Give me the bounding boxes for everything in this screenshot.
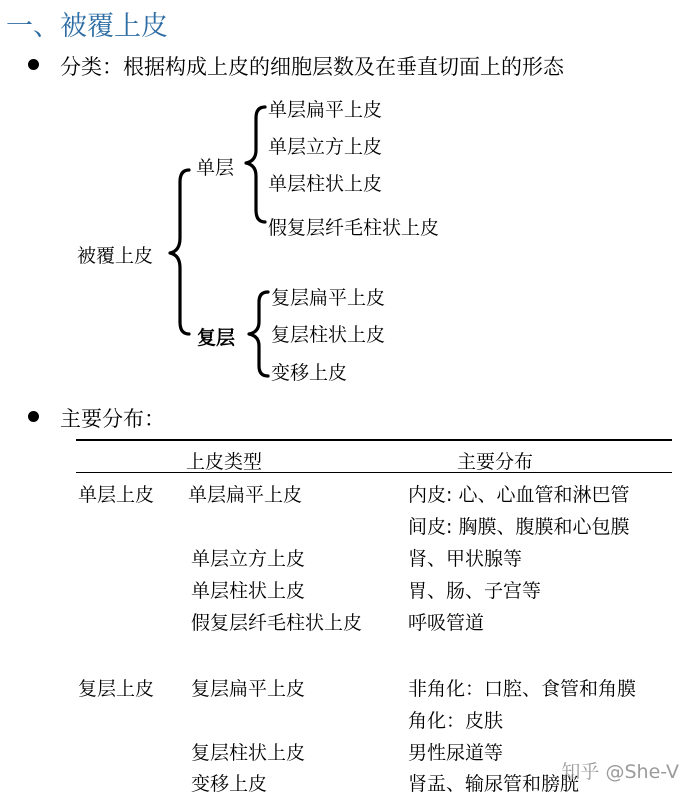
distribution-lead: 主要分布： xyxy=(60,407,165,431)
table-cell-type: 单层柱状上皮 xyxy=(191,580,306,602)
root-brace xyxy=(170,170,189,334)
section-title: 一、被覆上皮 xyxy=(6,11,168,42)
table-cell-type: 单层立方上皮 xyxy=(191,548,306,570)
watermark: 知乎 @She-V xyxy=(561,761,679,783)
table-cell-type: 复层柱状上皮 xyxy=(191,742,306,764)
header-type: 上皮类型 xyxy=(186,451,263,473)
bullet-dot xyxy=(28,411,39,422)
tree-item: 变移上皮 xyxy=(271,362,348,384)
tree-item: 复层柱状上皮 xyxy=(271,324,386,346)
table-cell-dist: 非角化：口腔、食管和角膜 xyxy=(408,678,637,700)
table-cell-type: 单层扁平上皮 xyxy=(188,484,303,506)
tree-item: 单层立方上皮 xyxy=(268,136,383,158)
table-cell-dist: 内皮: 心、心血管和淋巴管 xyxy=(408,484,630,506)
table-header-rule xyxy=(76,472,672,473)
table-cell-dist: 间皮: 胸膜、腹膜和心包膜 xyxy=(408,516,630,538)
table-top-rule xyxy=(76,439,672,441)
table-cell-type: 复层扁平上皮 xyxy=(191,678,306,700)
tree-item: 单层扁平上皮 xyxy=(268,99,383,121)
table-cell-dist: 男性尿道等 xyxy=(408,742,504,764)
table-cell-dist: 角化：皮肤 xyxy=(408,710,504,732)
table-cell-type: 假复层纤毛柱状上皮 xyxy=(191,612,363,634)
tree-item: 单层柱状上皮 xyxy=(268,173,383,195)
table-group: 复层上皮 xyxy=(78,678,155,700)
stratified-brace xyxy=(249,292,268,376)
table-cell-dist: 胃、肠、子宫等 xyxy=(408,580,542,602)
table-group: 单层上皮 xyxy=(78,484,155,506)
tree-item: 假复层纤毛柱状上皮 xyxy=(268,217,440,239)
table-cell-type: 变移上皮 xyxy=(191,773,268,795)
header-distribution: 主要分布 xyxy=(457,451,534,473)
table-cell-dist: 呼吸管道 xyxy=(408,612,485,634)
tree-single-label: 单层 xyxy=(196,157,235,179)
classification-lead: 分类：根据构成上皮的细胞层数及在垂直切面上的形态 xyxy=(60,55,564,79)
tree-root-label: 被覆上皮 xyxy=(77,245,154,267)
table-cell-dist: 肾盂、输尿管和膀胱 xyxy=(408,773,580,795)
tree-stratified-label: 复层 xyxy=(197,327,236,349)
single-brace xyxy=(246,107,265,222)
table-cell-dist: 肾、甲状腺等 xyxy=(408,548,523,570)
tree-item: 复层扁平上皮 xyxy=(271,287,386,309)
